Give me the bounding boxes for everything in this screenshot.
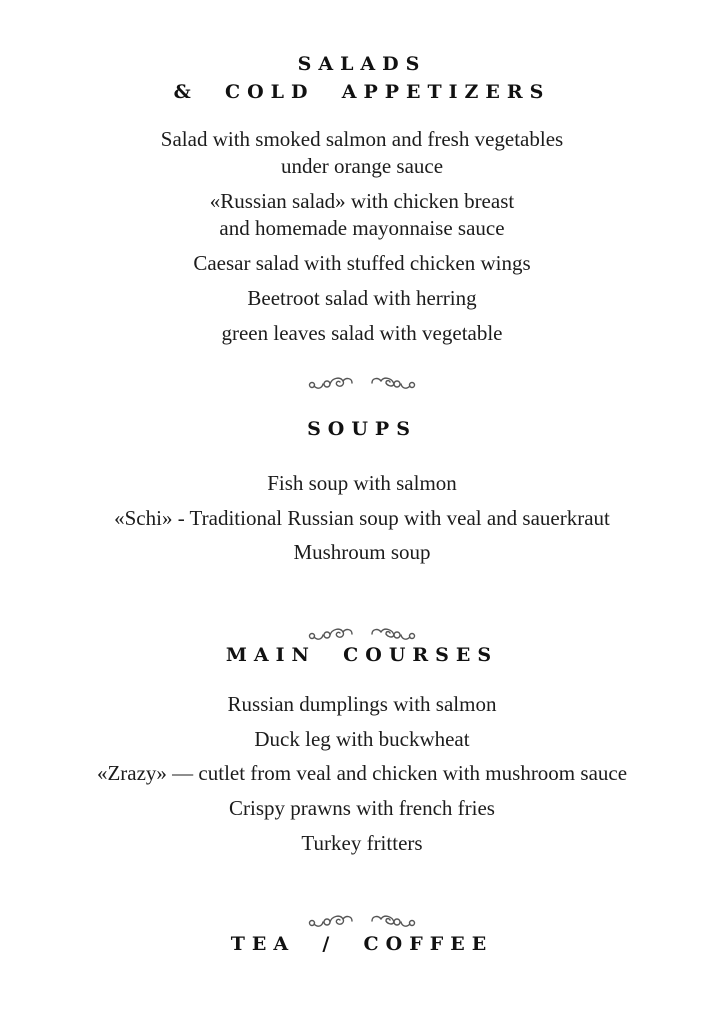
section-heading-salads	[0, 50, 724, 106]
menu-item-line: Duck leg with buckwheat	[254, 727, 470, 751]
menu-item	[0, 188, 724, 242]
menu-item-line: green leaves salad with vegetable	[221, 321, 503, 345]
menu-item	[0, 285, 724, 312]
section-heading-tea-coffee	[0, 930, 724, 958]
menu-item-line: Russian dumplings with salmon	[227, 692, 497, 716]
heading-line: TEA / COFFEE	[230, 933, 494, 955]
menu-item	[0, 250, 724, 277]
section-heading-main-courses	[0, 641, 724, 669]
menu-item	[0, 760, 724, 787]
heading-line: SALADS	[297, 53, 427, 75]
menu-item-line: Beetroot salad with herring	[247, 286, 477, 310]
menu-item	[0, 726, 724, 753]
heading-line: & COLD APPETIZERS	[173, 81, 551, 103]
menu-item-line: Mushroum soup	[293, 540, 431, 564]
menu-item-line: «Russian salad» with chicken breast	[209, 189, 515, 213]
menu-item-line: Turkey fritters	[301, 831, 423, 855]
menu-item	[0, 505, 724, 532]
menu-item-line: Caesar salad with stuffed chicken wings	[193, 251, 531, 275]
menu-item	[0, 126, 724, 180]
menu-item-line: Salad with smoked salmon and fresh vegetables	[160, 127, 564, 151]
menu-item-line: Fish soup with salmon	[267, 471, 457, 495]
menu-item	[0, 691, 724, 718]
heading-line: SOUPS	[307, 418, 417, 440]
menu-item	[0, 539, 724, 566]
menu-item	[0, 320, 724, 347]
menu-item	[0, 795, 724, 822]
menu-item	[0, 830, 724, 857]
menu-item-line: «Schi» - Traditional Russian soup with veal and sauerkraut	[114, 506, 610, 530]
menu-item-line: Crispy prawns with french fries	[229, 796, 495, 820]
heading-line: MAIN COURSES	[225, 644, 499, 666]
menu-item-line: under orange sauce	[280, 154, 444, 178]
menu-item-line: «Zrazy» — cutlet from veal and chicken with mushroom sauce	[96, 761, 628, 785]
menu-item	[0, 470, 724, 497]
section-heading-soups	[0, 415, 724, 443]
menu-item-line: and homemade mayonnaise sauce	[219, 216, 505, 240]
scroll-flourish-icon	[302, 373, 422, 395]
